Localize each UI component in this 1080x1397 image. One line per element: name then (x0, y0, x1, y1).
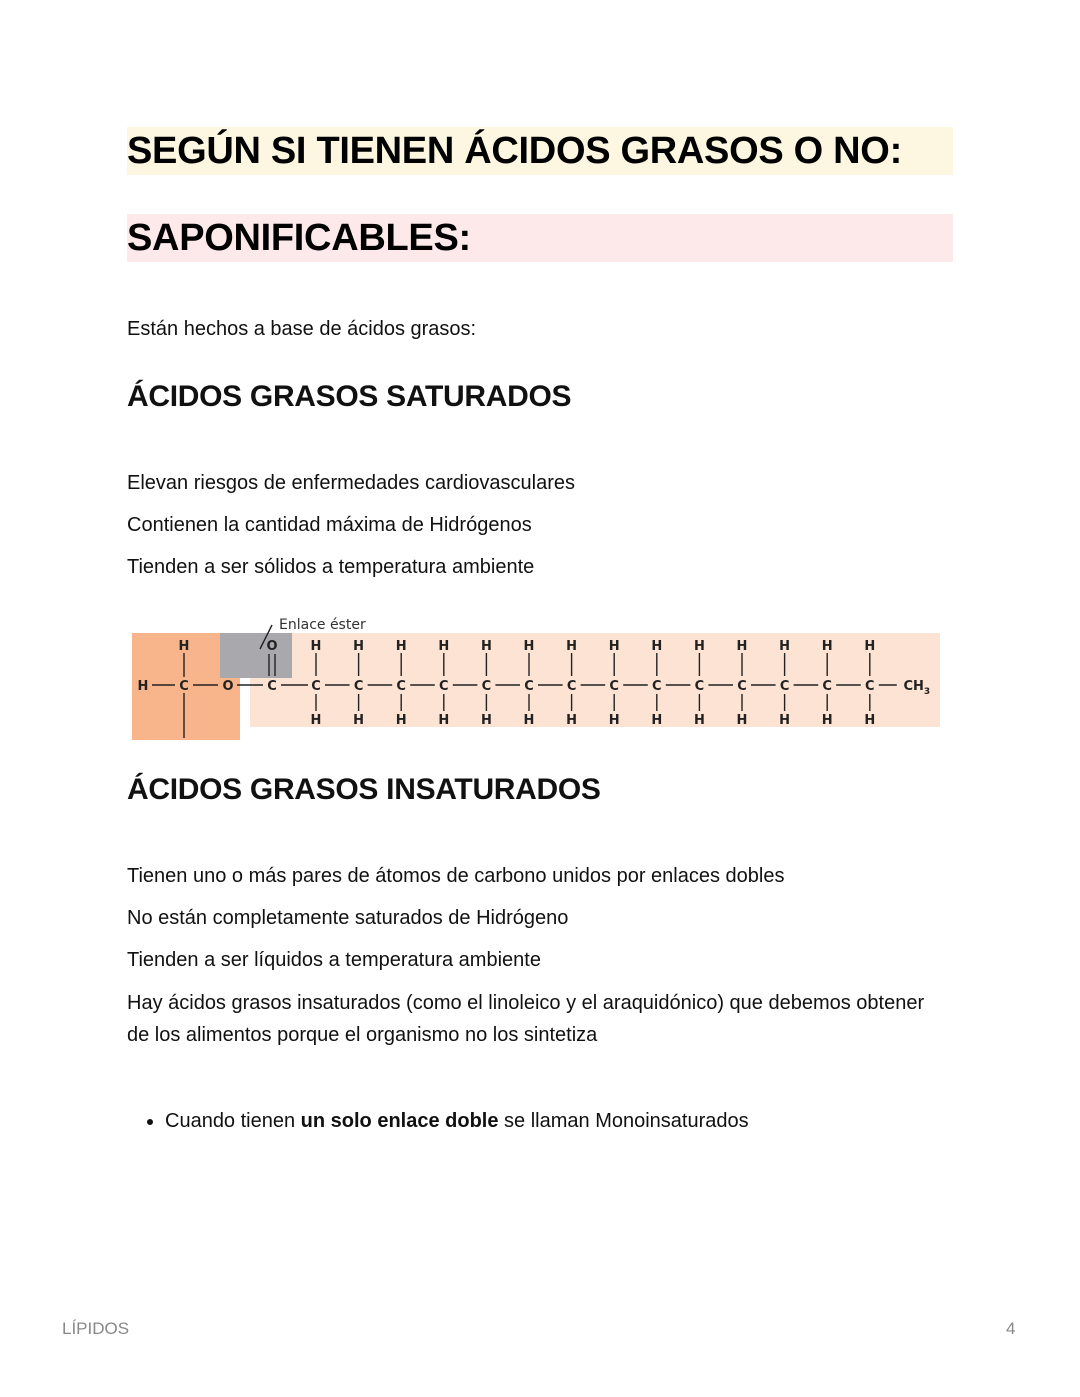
atom-h: H (608, 713, 620, 728)
atom-c: C (694, 679, 705, 694)
atom-h: H (523, 713, 535, 728)
atom-h: H (137, 679, 149, 694)
atom-h: H (864, 713, 876, 728)
atom-c: C (396, 679, 406, 694)
atom-h: H (353, 713, 365, 728)
page-number: 4 (1006, 1319, 1016, 1338)
atom-h: H (821, 713, 833, 728)
atom-h: H (310, 713, 322, 728)
atom-h: H (395, 713, 407, 728)
atom-h: H (310, 639, 322, 654)
insaturados-line-1: Tienen uno o más pares de átomos de carbono unidos por enlaces dobles (127, 865, 785, 887)
atom-c: C (311, 679, 321, 694)
atom-h: H (566, 639, 578, 654)
atom-h: H (736, 713, 748, 728)
insaturados-line-2: No están completamente saturados de Hidrógeno (127, 907, 569, 929)
intro-text: Están hechos a base de ácidos grasos: (127, 318, 477, 340)
atom-o: O (222, 679, 234, 694)
ester-region-tab (220, 676, 250, 678)
insaturados-heading: ÁCIDOS GRASOS INSATURADOS (127, 773, 601, 806)
saturados-line-2: Contienen la cantidad máxima de Hidrógenos (127, 514, 532, 536)
end-group-subscript: 3 (923, 687, 931, 697)
saponificables-heading: SAPONIFICABLES: (127, 214, 953, 262)
ester-region (220, 633, 292, 678)
atom-c: C (267, 679, 277, 694)
atom-h: H (864, 639, 876, 654)
atom-h: H (779, 713, 791, 728)
atom-h: H (438, 639, 450, 654)
bullet-text-bold: un solo enlace doble (300, 1110, 499, 1132)
atom-h: H (566, 713, 578, 728)
atom-h: H (438, 713, 450, 728)
atom-h: H (736, 639, 748, 654)
atom-c: C (179, 679, 189, 694)
atom-h: H (779, 639, 791, 654)
atom-h: H (523, 639, 535, 654)
atom-h: H (651, 639, 663, 654)
atom-c: C (779, 679, 790, 694)
atom-h: H (821, 639, 833, 654)
atom-h: H (651, 713, 663, 728)
saturados-heading: ÁCIDOS GRASOS SATURADOS (127, 380, 572, 413)
bullet-text-before: Cuando tienen (165, 1110, 301, 1132)
atom-c: C (439, 679, 449, 694)
insaturados-line-4: Hay ácidos grasos insaturados (como el linoleico y el araquidónico) que debemos obtener de los alimentos porque el organismo no los sintetiza (127, 992, 925, 1046)
list-item (165, 1105, 749, 1137)
main-heading: SEGÚN SI TIENEN ÁCIDOS GRASOS O NO: (127, 127, 953, 175)
atom-h: H (480, 639, 492, 654)
atom-c: C (481, 679, 492, 694)
footer-title: LÍPIDOS (62, 1319, 130, 1338)
insaturados-line-3: Tienden a ser líquidos a temperatura ambiente (127, 949, 541, 971)
bullet-list (127, 1105, 749, 1137)
saturados-line-3: Tienden a ser sólidos a temperatura ambiente (127, 556, 535, 578)
saturated-fatty-acid-diagram (130, 612, 942, 744)
saturados-line-1: Elevan riesgos de enfermedades cardiovasculares (127, 472, 576, 494)
atom-h: H (693, 639, 705, 654)
atom-c: C (353, 679, 364, 694)
atom-h: H (480, 713, 492, 728)
ester-bond-label: Enlace éster (279, 617, 366, 633)
end-group-ch3: $CH_3$ (903, 679, 931, 697)
atom-h: H (395, 639, 407, 654)
atom-c: C (737, 679, 747, 694)
atom-c: C (652, 679, 662, 694)
atom-c: C (865, 679, 875, 694)
atom-c: C (524, 679, 534, 694)
bullet-text-after: se llaman Monoinsaturados (498, 1110, 749, 1132)
atom-h: H (693, 713, 705, 728)
atom-c: C (566, 679, 577, 694)
atom-c: C (609, 679, 619, 694)
atom-h: H (178, 639, 190, 654)
atom-h: H (608, 639, 620, 654)
atom-h: H (353, 639, 365, 654)
atom-o: O (266, 639, 278, 654)
diagram-background (132, 633, 940, 740)
atom-c: C (822, 679, 832, 694)
